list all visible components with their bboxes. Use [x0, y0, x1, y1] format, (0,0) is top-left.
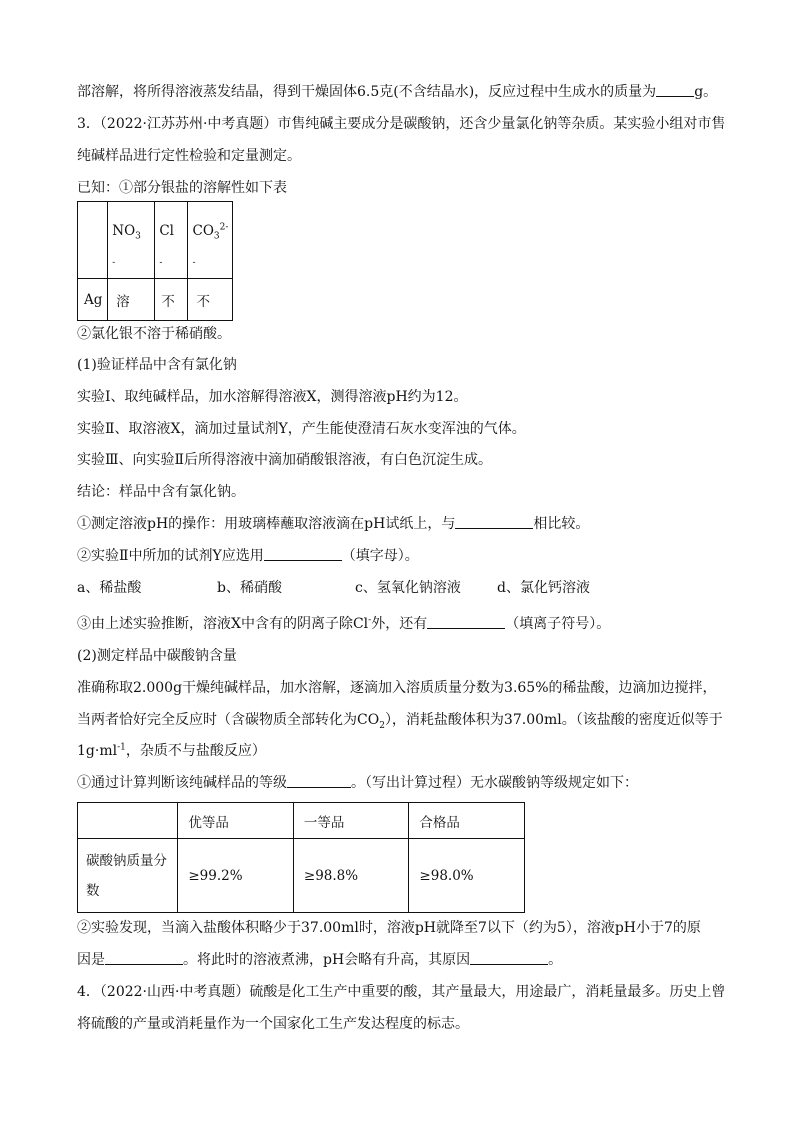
grade-value: ≥98.0% [409, 839, 525, 913]
option-a[interactable]: a、稀盐酸 [77, 580, 142, 596]
option-b[interactable]: b、稀硝酸 [217, 580, 282, 596]
text-line: 部溶解，将所得溶液蒸发结晶，得到干燥固体6.5克(不含结晶水)，反应过程中生成水的质量为 g。 [77, 84, 718, 100]
grade-row-label: 碳酸钠质量分数 [78, 839, 178, 913]
answer-blank[interactable] [287, 773, 351, 788]
answer-blank[interactable] [656, 82, 694, 97]
table-cell: 溶 [108, 279, 155, 321]
anion-nitrate: $NO_3$ - [108, 202, 155, 279]
table-cell: 不 [155, 279, 188, 321]
grade-header-qualified: 合格品 [409, 803, 525, 839]
section-heading: (1)验证样品中含有氯化钠 [77, 357, 237, 373]
section-heading: (2)测定样品中碳酸钠含量 [77, 648, 237, 664]
text-line: 已知：①部分银盐的溶解性如下表 [77, 180, 287, 196]
table-cell: 不 [188, 279, 233, 321]
text-line: ②氯化银不溶于稀硝酸。 [77, 326, 231, 342]
answer-blank[interactable] [470, 950, 548, 965]
answer-blank[interactable] [427, 614, 505, 629]
text-line: 将硫酸的产量或消耗量作为一个国家化工生产发达程度的标志。 [77, 1016, 469, 1032]
question-line: ①通过计算判断该纯碱样品的等级 。（写出计算过程）无水碳酸钠等级规定如下： [77, 775, 638, 791]
question-line: 因是 。将此时的溶液煮沸，pH会略有升高，其原因 。 [77, 952, 563, 968]
text-line: $1g\cdot ml^{-1}$，杂质不与盐酸反应） [77, 742, 266, 759]
answer-blank[interactable] [264, 546, 342, 561]
grade-value: ≥99.2% [178, 839, 294, 913]
question-4-header: 4．（2022·山西·中考真题）硫酸是化工生产中重要的酸，其产量最大，用途最广，消耗量最多。历史上曾 [77, 984, 726, 1000]
anion-chloride: Cl - [155, 202, 188, 279]
text-line: 准确称取2.000g干燥纯碱样品，加水溶解，逐滴加入溶质质量分数为3.65%的稀盐酸，边滴加边搅拌， [77, 680, 717, 696]
text-line: 结论：样品中含有氯化钠。 [77, 484, 245, 500]
text-line: ②实验发现，当滴入盐酸体积略少于37.00ml时，溶液pH就降至7以下（约为5），溶液pH小于7的原 [77, 920, 701, 936]
question-line: ③由上述实验推断，溶液X中含有的阴离子除Cl-外，还有 （填离子符号）。 [77, 615, 611, 632]
question-line: ②实验Ⅱ中所加的试剂Y应选用 （填字母）。 [77, 548, 419, 564]
text-line: 纯碱样品进行定性检验和定量测定。 [77, 148, 301, 164]
grade-header-premium: 优等品 [178, 803, 294, 839]
answer-blank[interactable] [455, 514, 533, 529]
grade-header-first: 一等品 [293, 803, 409, 839]
grade-value: ≥98.8% [293, 839, 409, 913]
text-line: 实验Ⅰ、取纯碱样品，加水溶解得溶液X，测得溶液pH约为12。 [77, 389, 468, 405]
anion-carbonate: $CO_3^{2-}$ - [188, 202, 233, 279]
text-line: 当两者恰好完全反应时（含碳物质全部转化为$CO_2$），消耗盐酸体积为37.00ml。（该盐酸的密度近似等于 [77, 712, 723, 731]
text-line: 实验Ⅲ、向实验Ⅱ后所得溶液中滴加硝酸银溶液，有白色沉淀生成。 [77, 452, 493, 468]
solubility-table [77, 201, 233, 321]
grade-table [77, 802, 525, 913]
option-c[interactable]: c、氢氧化钠溶液 [355, 580, 461, 596]
option-d[interactable]: d、氯化钙溶液 [497, 580, 590, 596]
question-line: ①测定溶液pH的操作：用玻璃棒蘸取溶液滴在pH试纸上，与 相比较。 [77, 516, 590, 532]
answer-blank[interactable] [105, 950, 183, 965]
options-row [77, 578, 697, 598]
text-line: 实验Ⅱ、取溶液X，滴加过量试剂Y，产生能使澄清石灰水变浑浊的气体。 [77, 421, 526, 437]
cation-label: Ag [78, 279, 108, 321]
question-3-header: 3．（2022·江苏苏州·中考真题）市售纯碱主要成分是碳酸钠，还含少量氯化钠等杂质。某实验小组对市售 [77, 116, 726, 132]
